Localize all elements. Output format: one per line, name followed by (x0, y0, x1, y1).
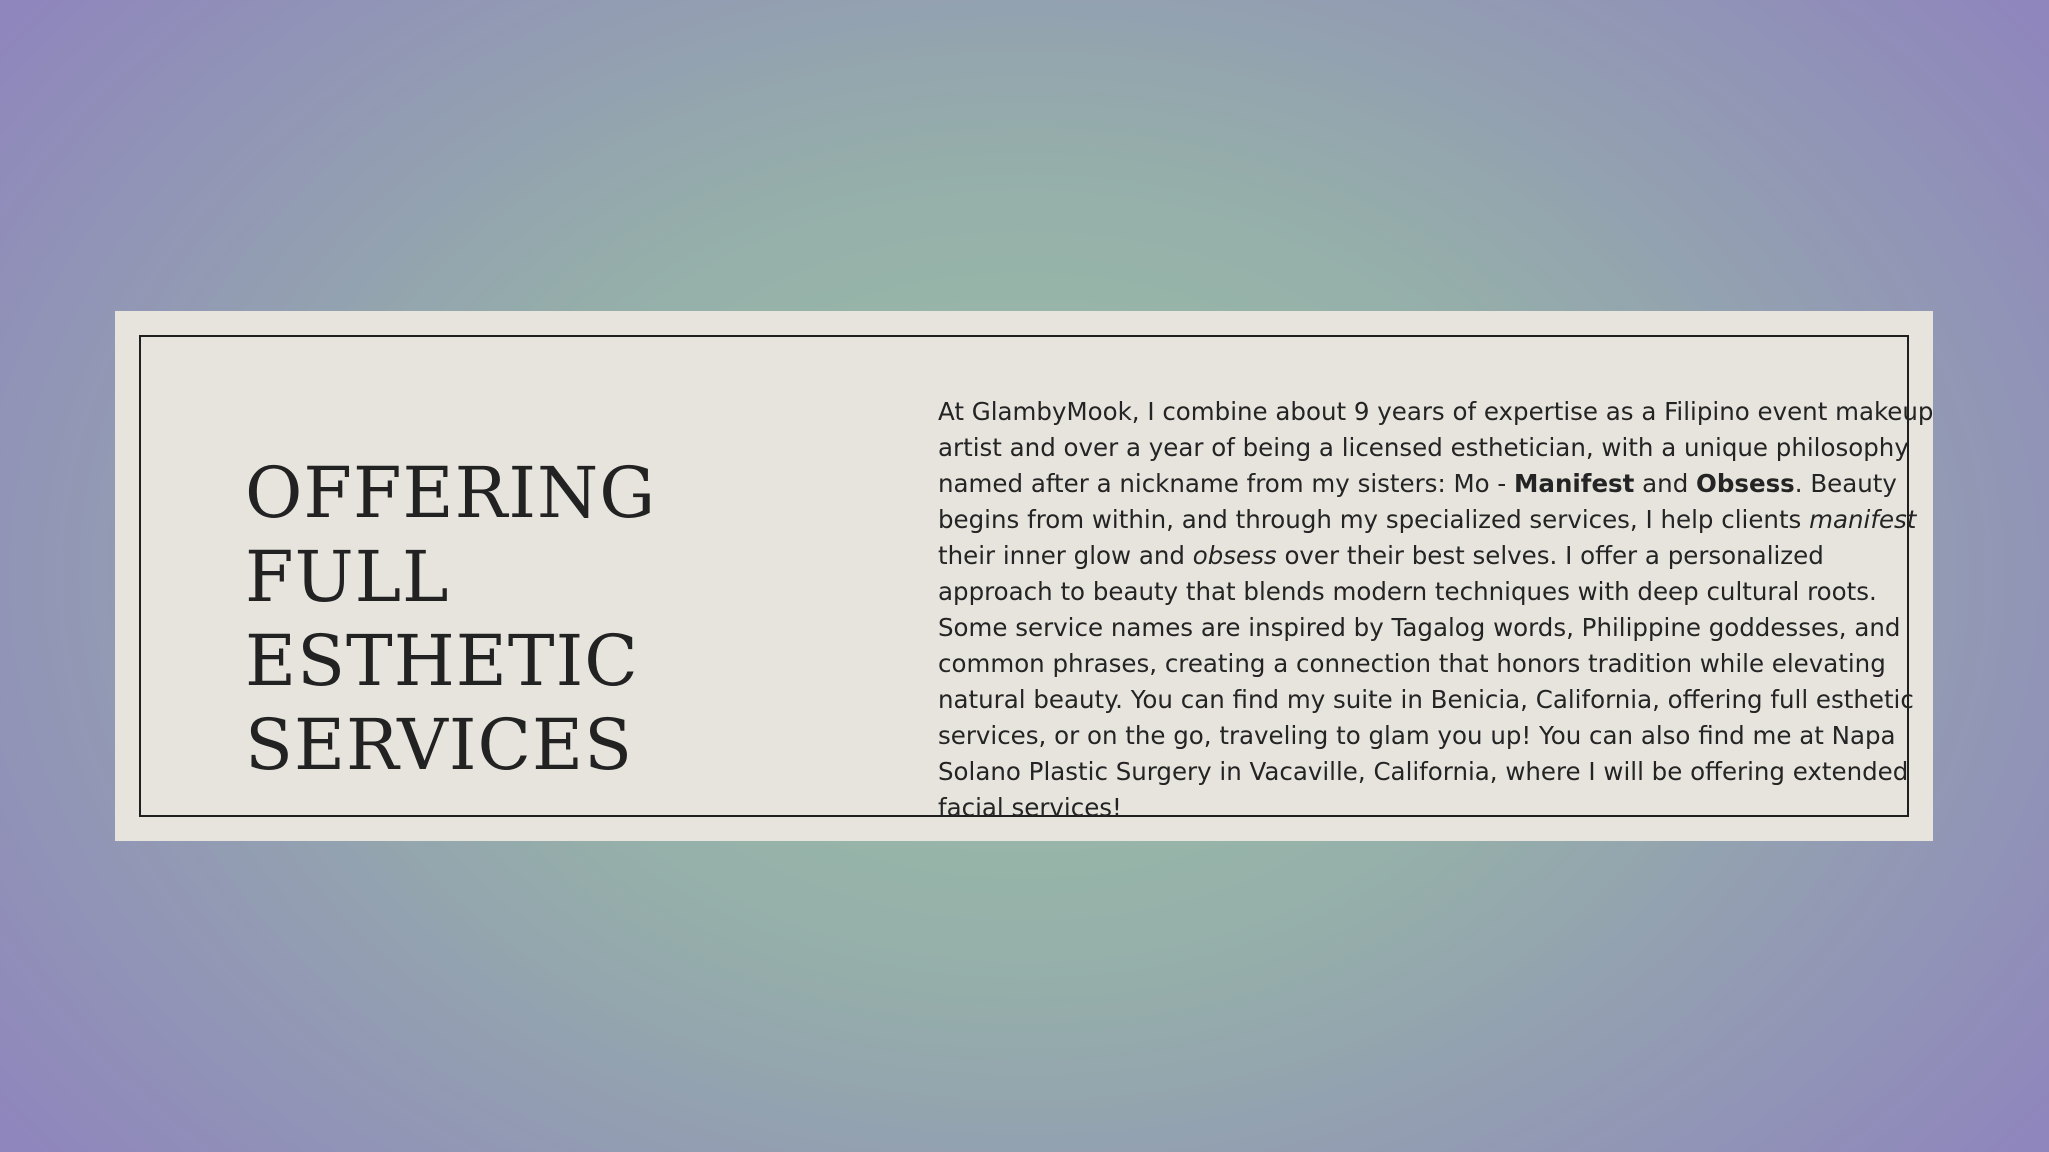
heading-line-1: OFFERING FULL (245, 452, 657, 618)
obsess-bold: Obsess (1696, 469, 1795, 498)
body-text-part-1: At GlambyMook, I combine about 9 years of expertise as a Filipino event makeup artist and over a year of being a licensed esthetician, with a unique philosophy named after a nickname from my sisters: Mo - (938, 397, 1934, 498)
heading-line-3: SERVICES (245, 704, 634, 786)
obsess-italic: obsess (1192, 541, 1277, 570)
heading-line-2: ESTHETIC (245, 620, 639, 702)
content-card (115, 311, 1933, 841)
body-text-part-4: over their best selves. I offer a personalized approach to beauty that blends modern techniques with deep cultural roots. Some service names are inspired by Tagalog words, Philippine goddesses, and common phrases, creating a connection that honors tradition while elevating natural beauty. You can find my suite in Benicia, California, offering full esthetic services, or on the go, traveling to glam you up! You can also find me at Napa Solano Plastic Surgery in Vacaville, California, where I will be offering extended facial services! (938, 541, 1914, 822)
body-text-part-3: their inner glow and (938, 541, 1193, 570)
manifest-bold: Manifest (1514, 469, 1635, 498)
description-paragraph (938, 394, 1938, 826)
card-border-frame (139, 335, 1934, 822)
section-heading (245, 451, 845, 787)
body-text-and: and (1634, 469, 1697, 498)
body-text-part-2: . Beauty begins from within, and through my specialized services, I help clients (938, 469, 1897, 534)
manifest-italic: manifest (1809, 505, 1917, 534)
